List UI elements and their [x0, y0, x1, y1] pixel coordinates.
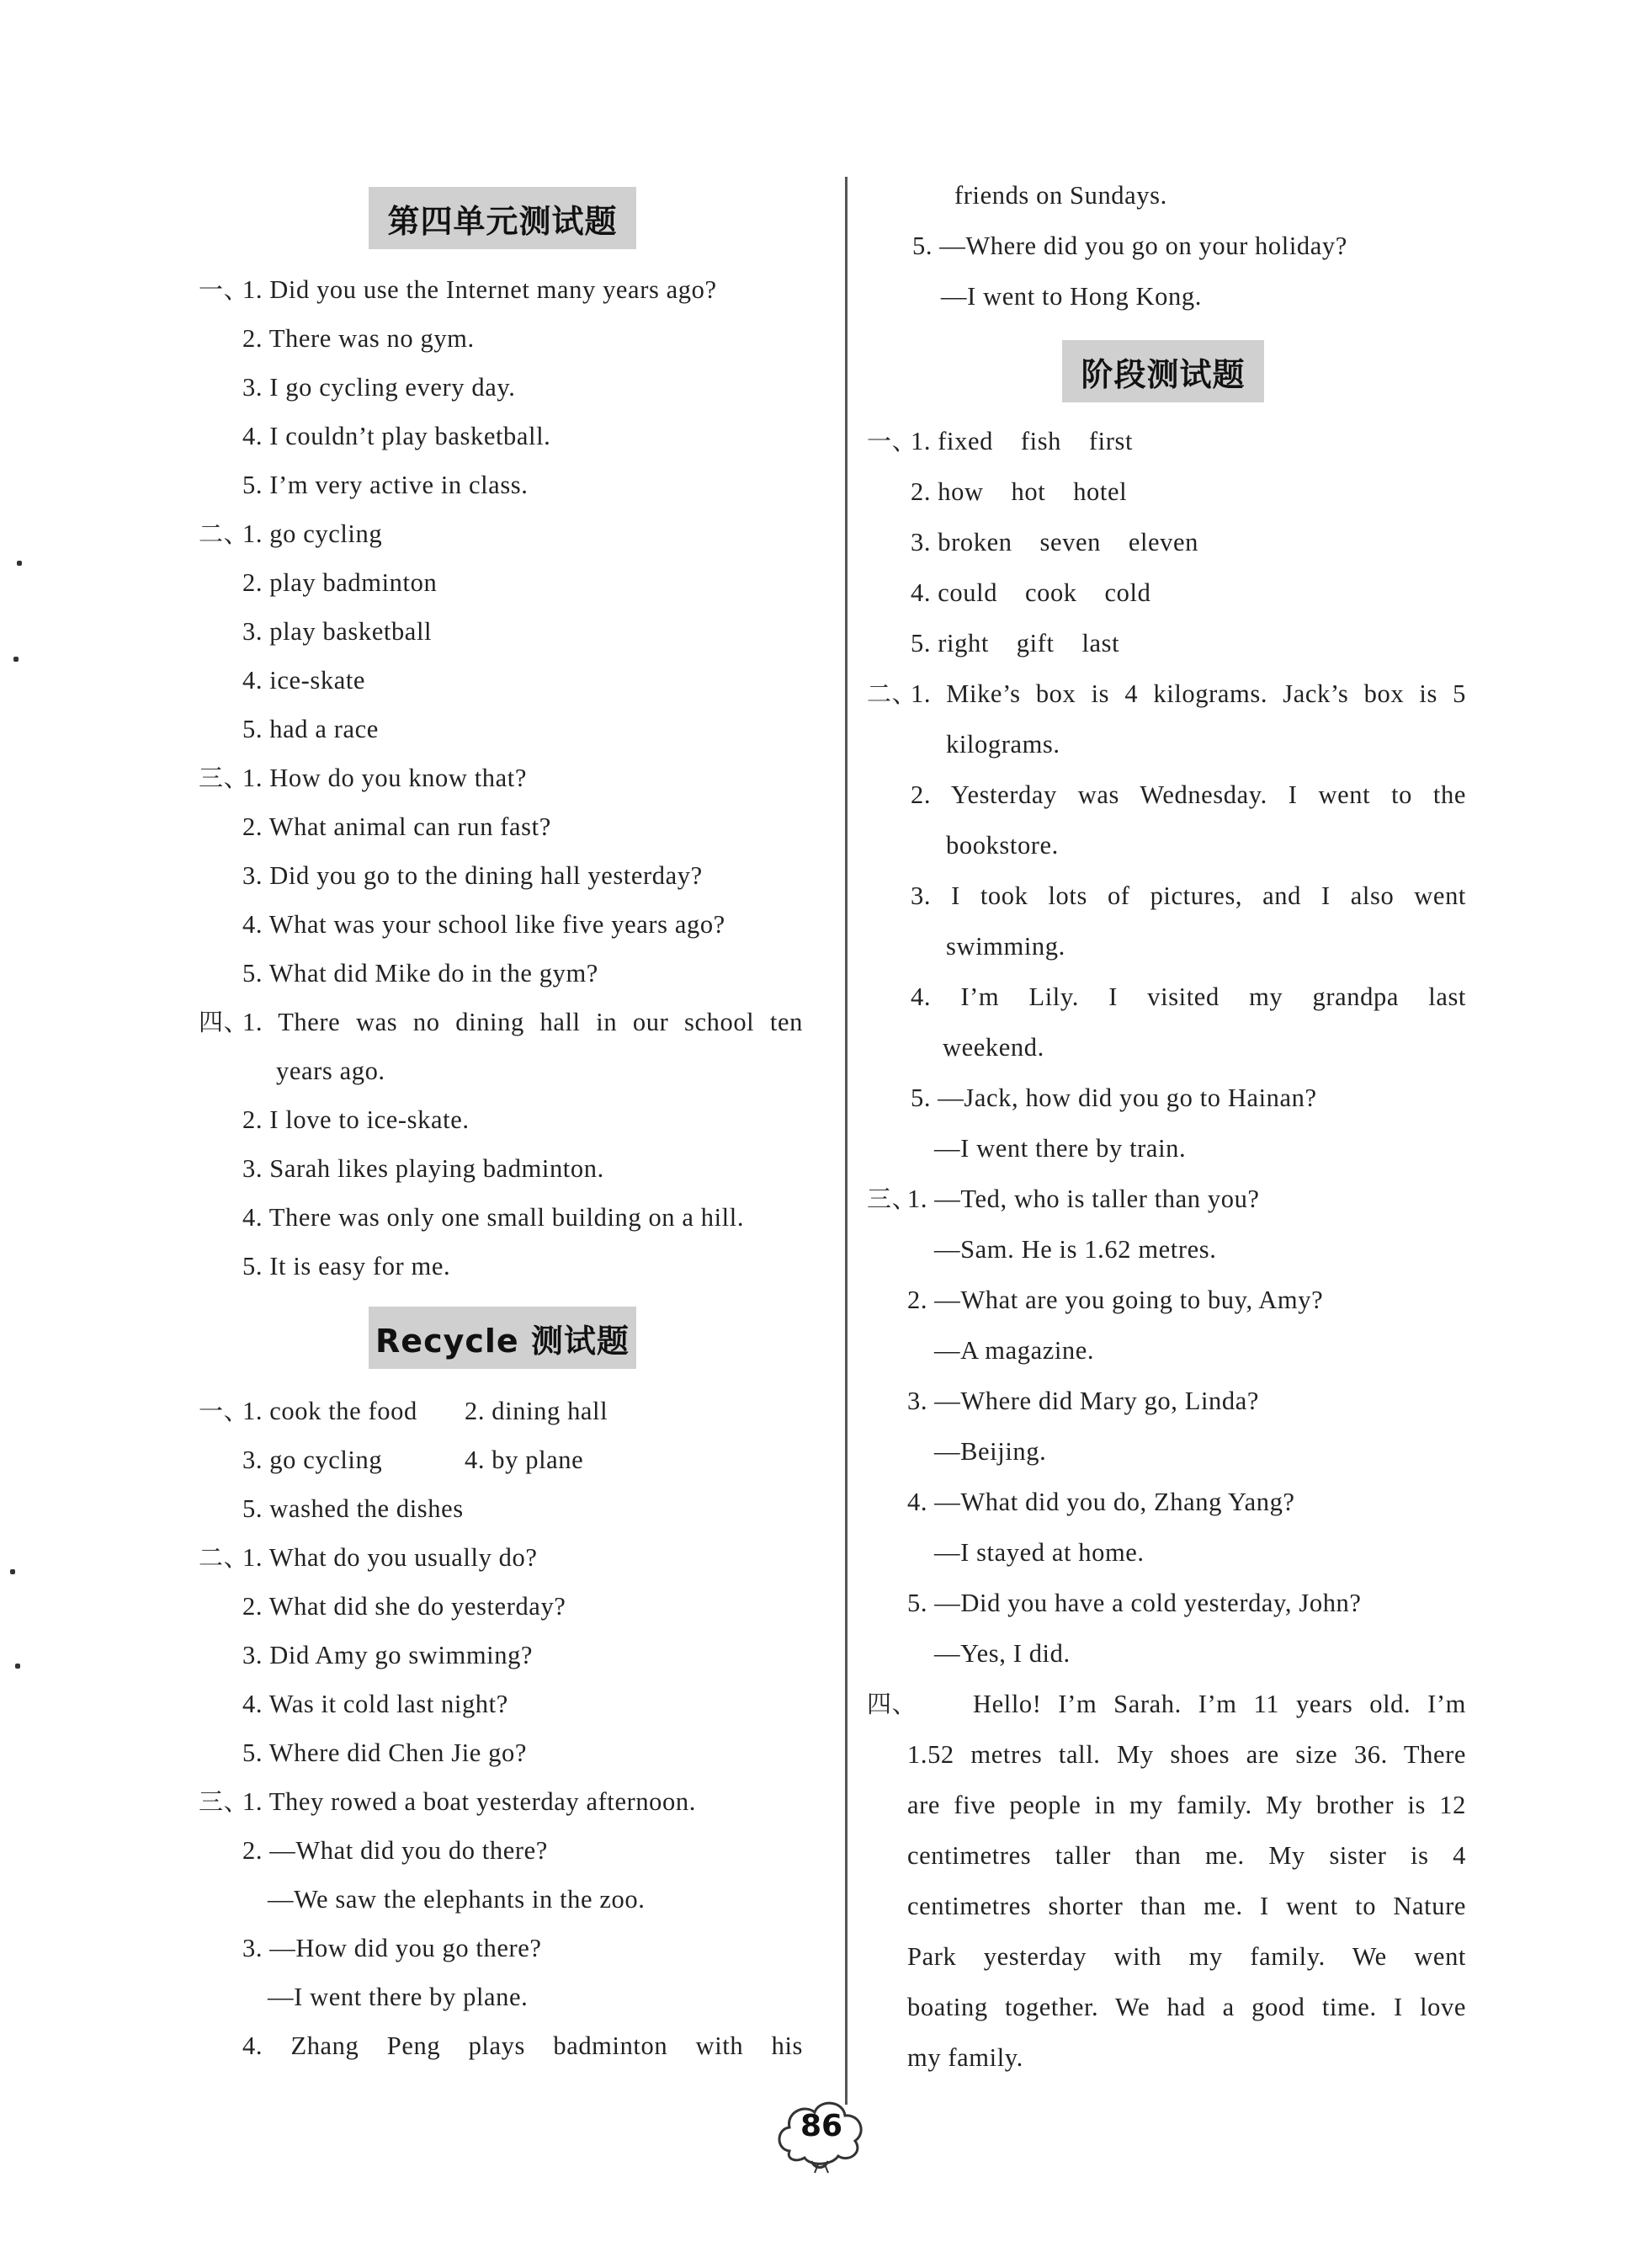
answer-line: 1. Did you use the Internet many years ago?: [242, 275, 717, 304]
answer-line: —I stayed at home.: [934, 1538, 1145, 1567]
answer-line: 1. There was no dining hall in our school ten: [242, 1008, 803, 1036]
answer-line: 2. play badminton: [242, 568, 438, 597]
answer-line: 3. —How did you go there?: [242, 1934, 542, 1962]
answer-line: 4. —What did you do, Zhang Yang?: [907, 1488, 1295, 1516]
answer-line: 3. Sarah likes playing badminton.: [242, 1154, 604, 1183]
section-label: 四、: [867, 1690, 917, 1718]
answer-line: 1. go cycling: [242, 519, 383, 548]
answer-line: 3. I go cycling every day.: [242, 373, 516, 402]
answer-line: 4. I’m Lily. I visited my grandpa last: [911, 982, 1466, 1011]
unit4-heading: 第四单元测试题: [369, 187, 636, 249]
answer-line: friends on Sundays.: [954, 181, 1167, 210]
answer-line: 5. —Jack, how did you go to Hainan?: [911, 1083, 1317, 1112]
answer-line: 4. I couldn’t play basketball.: [242, 422, 551, 450]
answer-line: 1. They rowed a boat yesterday afternoon.: [242, 1787, 696, 1816]
answer-line: 2. I love to ice-skate.: [242, 1105, 470, 1134]
answer-line: —Beijing.: [934, 1437, 1047, 1466]
answer-line: 5. It is easy for me.: [242, 1252, 451, 1280]
answer-line: bookstore.: [946, 831, 1059, 860]
passage-line: centimetres shorter than me. I went to Nature: [907, 1892, 1466, 1920]
answer-line: 4. There was only one small building on a hill.: [242, 1203, 745, 1232]
answer-line: 4. ice-skate: [242, 666, 366, 695]
answer-line: —Sam. He is 1.62 metres.: [934, 1235, 1217, 1264]
section-label: 二、: [199, 1543, 249, 1572]
answer-line: 3. —Where did Mary go, Linda?: [907, 1387, 1260, 1415]
answer-line: 2. —What did you do there?: [242, 1836, 548, 1865]
recycle-heading: Recycle 测试题: [369, 1307, 636, 1369]
section-label: 二、: [199, 519, 249, 548]
answer-line: 5. I’m very active in class.: [242, 471, 529, 499]
answer-line: —I went there by plane.: [268, 1983, 529, 2011]
answer-line: 1. cook the food: [242, 1397, 417, 1425]
answer-line: 5. Where did Chen Jie go?: [242, 1738, 527, 1767]
answer-line: 1. What do you usually do?: [242, 1543, 538, 1572]
answer-line: 1. Mike’s box is 4 kilograms. Jack’s box is 5: [911, 679, 1466, 708]
answer-line: 3. Did Amy go swimming?: [242, 1641, 534, 1669]
answer-line: 3. broken seven eleven: [911, 528, 1199, 556]
answer-line: 4. Zhang Peng plays badminton with his: [242, 2031, 803, 2060]
passage-line: boating together. We had a good time. I love: [907, 1993, 1466, 2021]
answer-line: 2. What animal can run fast?: [242, 812, 551, 841]
answer-line: 2. There was no gym.: [242, 324, 475, 353]
margin-mark: [17, 561, 22, 566]
answer-line: 2. Yesterday was Wednesday. I went to the: [911, 780, 1466, 809]
answer-line: kilograms.: [946, 730, 1060, 759]
answer-line: 1. —Ted, who is taller than you?: [907, 1185, 1260, 1213]
answer-line: 1. How do you know that?: [242, 764, 528, 792]
answer-line: —I went to Hong Kong.: [941, 282, 1202, 311]
answer-line: 2. —What are you going to buy, Amy?: [907, 1286, 1324, 1314]
answer-line: 5. —Where did you go on your holiday?: [912, 232, 1347, 260]
answer-line: —Yes, I did.: [934, 1639, 1071, 1668]
passage-line: 1.52 metres tall. My shoes are size 36. There: [907, 1740, 1466, 1769]
answer-line: 4. What was your school like five years ago?: [242, 910, 725, 939]
passage-line: Park yesterday with my family. We went: [907, 1942, 1466, 1971]
answer-line: —A magazine.: [934, 1336, 1095, 1365]
section-label: 四、: [199, 1008, 249, 1036]
answer-line: —We saw the elephants in the zoo.: [268, 1885, 646, 1914]
passage-line: are five people in my family. My brother is 12: [907, 1791, 1466, 1819]
answer-line: 5. washed the dishes: [242, 1494, 464, 1523]
answer-line: 3. Did you go to the dining hall yesterday?: [242, 861, 703, 890]
section-label: 二、: [867, 679, 917, 708]
answer-line: 5. right gift last: [911, 629, 1120, 658]
answer-line: swimming.: [946, 932, 1065, 961]
answer-line: 4. by plane: [465, 1445, 584, 1474]
column-divider: [845, 177, 848, 2105]
passage-line: centimetres taller than me. My sister is 4: [907, 1841, 1466, 1870]
answer-line: 5. had a race: [242, 715, 379, 743]
answer-line: 1. fixed fish first: [911, 427, 1134, 455]
page-number: 86: [800, 2109, 843, 2143]
passage-line: Hello! I’m Sarah. I’m 11 years old. I’m: [973, 1690, 1466, 1718]
section-label: 三、: [867, 1185, 917, 1213]
answer-line: 2. dining hall: [465, 1397, 608, 1425]
answer-line: 2. how hot hotel: [911, 477, 1128, 506]
margin-mark: [10, 1569, 15, 1574]
answer-line: 5. —Did you have a cold yesterday, John?: [907, 1589, 1362, 1617]
answer-line: 4. Was it cold last night?: [242, 1690, 508, 1718]
stage-test-heading: 阶段测试题: [1062, 340, 1264, 402]
answer-line: 3. play basketball: [242, 617, 433, 646]
section-label: 三、: [199, 1787, 249, 1816]
answer-line: years ago.: [276, 1057, 385, 1085]
margin-mark: [13, 657, 19, 662]
page-number-badge: [771, 2092, 872, 2176]
section-label: 一、: [867, 427, 917, 455]
margin-mark: [15, 1664, 20, 1669]
answer-line: 2. What did she do yesterday?: [242, 1592, 566, 1621]
answer-line: 5. What did Mike do in the gym?: [242, 959, 598, 988]
passage-line: my family.: [907, 2043, 1023, 2072]
section-label: 三、: [199, 764, 249, 792]
section-label: 一、: [199, 1397, 249, 1425]
answer-line: 3. I took lots of pictures, and I also went: [911, 881, 1466, 910]
answer-line: —I went there by train.: [934, 1134, 1187, 1163]
answer-line: 3. go cycling: [242, 1445, 383, 1474]
answer-line: 4. could cook cold: [911, 578, 1151, 607]
answer-line: weekend.: [943, 1033, 1044, 1062]
section-label: 一、: [199, 275, 249, 304]
